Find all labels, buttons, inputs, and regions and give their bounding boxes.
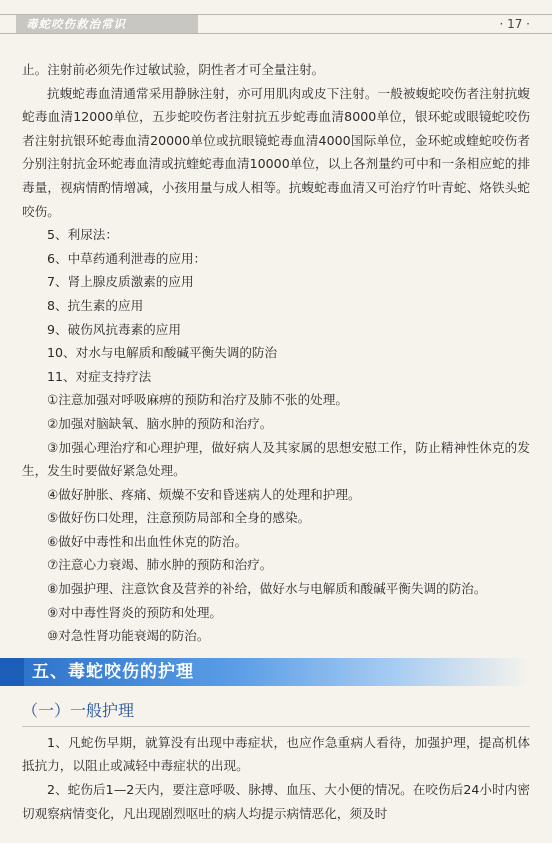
sub-list-item: ①注意加强对呼吸麻痹的预防和治疗及肺不张的处理。 xyxy=(47,392,348,408)
sub-list-item: ⑩对急性肾功能衰竭的防治。 xyxy=(47,628,210,644)
page-number: · 17 · xyxy=(499,17,530,31)
section-title: 五、毒蛇咬伤的护理 xyxy=(32,661,194,682)
sub-list-item: ⑨对中毒性肾炎的预防和处理。 xyxy=(47,604,223,620)
running-header-title: 毒蛇咬伤救治常识 xyxy=(16,15,198,33)
paragraph-antivenom: 抗蝮蛇毒血清通常采用静脉注射，亦可用肌肉或皮下注射。一般被蝮蛇咬伤者注射抗蝮蛇毒血清12000单位，五步蛇咬伤者注射抗五步蛇毒血清8000单位，银环蛇或眼镜蛇咬伤者注射抗银环蛇毒血清20000单位或抗眼镜蛇毒血清4000国际单位，金环蛇或蝰蛇咬伤者分别注射抗金环蛇毒血清或抗蝰蛇毒血清10000单位，以上各剂量约可中和一条相应蛇的排毒量，视病情酌情增减，小孩用量与成人相等。抗蝮蛇毒血清又可治疗竹叶青蛇、烙铁头蛇咬伤。 xyxy=(22,85,530,219)
sub-list-item: ③加强心理治疗和心理护理，做好病人及其家属的思想安慰工作，防止精神性休克的发生，发生时要做好紧急处理。 xyxy=(22,439,530,479)
sub-list-item: ⑧加强护理、注意饮食及营养的补给，做好水与电解质和酸碱平衡失调的防治。 xyxy=(47,581,487,597)
sub-list-item: ⑤做好伤口处理，注意预防局部和全身的感染。 xyxy=(47,510,311,526)
section-banner xyxy=(0,658,530,686)
sub-list-item: ④做好肿胀、疼痛、烦燥不安和昏迷病人的处理和护理。 xyxy=(47,486,361,502)
section-banner-stripe xyxy=(0,658,24,686)
list-item: 8、抗生素的应用 xyxy=(47,297,144,313)
sub-list-item: ⑥做好中毒性和出血性休克的防治。 xyxy=(47,533,248,549)
list-item: 11、对症支持疗法 xyxy=(47,368,152,384)
list-item: 6、中草药通利泄毒的应用： xyxy=(47,250,207,266)
list-item: 10、对水与电解质和酸碱平衡失调的防治 xyxy=(47,345,278,361)
section-paragraph: 2、蛇伤后1—2天内，要注意呼吸、脉搏、血压、大小便的情况。在咬伤后24小时内密切观察病情变化，凡出现剧烈呕吐的病人均提示病情恶化，须及时 xyxy=(22,782,530,821)
paragraph-continuation: 止。注射前必须先作过敏试验，阴性者才可全量注射。 xyxy=(22,62,325,77)
list-item: 7、肾上腺皮质激素的应用 xyxy=(47,274,194,290)
list-item: 9、破伤风抗毒素的应用 xyxy=(47,321,181,337)
section-paragraph: 1、凡蛇伤早期，就算没有出现中毒症状，也应作急重病人看待，加强护理，提高机体抵抗力，以阻止或减轻中毒症状的出现。 xyxy=(22,734,530,774)
sub-list-item: ⑦注意心力衰竭、肺水肿的预防和治疗。 xyxy=(47,557,273,573)
page-content xyxy=(22,58,530,825)
list-item: 5、利尿法： xyxy=(47,227,118,243)
sub-list-item: ②加强对脑缺氧、脑水肿的预防和治疗。 xyxy=(47,415,273,431)
subsection-heading: （一）一般护理 xyxy=(22,700,135,720)
subsection-divider xyxy=(22,726,530,727)
